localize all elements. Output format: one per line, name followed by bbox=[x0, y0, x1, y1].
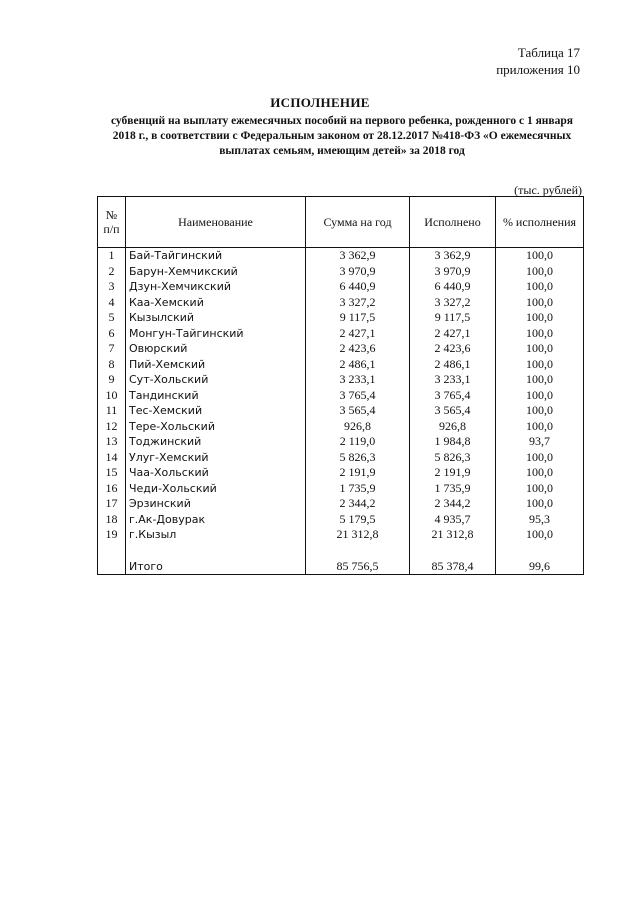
row-percent: 100,0 bbox=[496, 264, 584, 280]
row-plan: 2 119,0 bbox=[306, 434, 410, 450]
row-name: Тандинский bbox=[126, 388, 306, 404]
row-percent: 100,0 bbox=[496, 248, 584, 264]
table-row bbox=[98, 341, 584, 357]
row-done: 926,8 bbox=[410, 419, 496, 435]
row-name: Итого bbox=[126, 558, 306, 574]
row-done: 1 735,9 bbox=[410, 481, 496, 497]
appendix-number: приложения 10 bbox=[496, 62, 580, 77]
row-plan bbox=[306, 543, 410, 559]
table-row bbox=[98, 295, 584, 311]
row-plan: 3 765,4 bbox=[306, 388, 410, 404]
row-number: 17 bbox=[98, 496, 126, 512]
column-header-name: Наименование bbox=[126, 197, 306, 248]
row-name: Бай-Тайгинский bbox=[126, 248, 306, 264]
row-done: 9 117,5 bbox=[410, 310, 496, 326]
row-percent: 100,0 bbox=[496, 279, 584, 295]
row-number bbox=[98, 558, 126, 574]
row-plan: 2 486,1 bbox=[306, 357, 410, 373]
table-row bbox=[98, 481, 584, 497]
row-percent: 99,6 bbox=[496, 558, 584, 574]
unit-label: (тыс. рублей) bbox=[514, 183, 582, 197]
row-percent: 100,0 bbox=[496, 450, 584, 466]
row-done: 85 378,4 bbox=[410, 558, 496, 574]
row-done: 3 327,2 bbox=[410, 295, 496, 311]
row-name: Чеди-Хольский bbox=[126, 481, 306, 497]
row-done: 1 984,8 bbox=[410, 434, 496, 450]
row-done: 2 427,1 bbox=[410, 326, 496, 342]
row-plan: 5 179,5 bbox=[306, 512, 410, 528]
table-row bbox=[98, 450, 584, 466]
row-done: 2 191,9 bbox=[410, 465, 496, 481]
row-number: 8 bbox=[98, 357, 126, 373]
row-plan: 2 344,2 bbox=[306, 496, 410, 512]
row-plan: 3 233,1 bbox=[306, 372, 410, 388]
table-row bbox=[98, 326, 584, 342]
row-plan: 6 440,9 bbox=[306, 279, 410, 295]
row-name: Чаа-Хольский bbox=[126, 465, 306, 481]
row-name bbox=[126, 543, 306, 559]
table-total-row bbox=[98, 558, 584, 574]
table-row bbox=[98, 403, 584, 419]
document-title: ИСПОЛНЕНИЕ bbox=[270, 95, 370, 110]
row-percent: 100,0 bbox=[496, 295, 584, 311]
row-done: 6 440,9 bbox=[410, 279, 496, 295]
row-number: 14 bbox=[98, 450, 126, 466]
table-row bbox=[98, 465, 584, 481]
table-row bbox=[98, 388, 584, 404]
row-percent: 95,3 bbox=[496, 512, 584, 528]
table-row bbox=[98, 372, 584, 388]
row-percent: 100,0 bbox=[496, 419, 584, 435]
row-done: 2 486,1 bbox=[410, 357, 496, 373]
row-percent: 100,0 bbox=[496, 465, 584, 481]
table-row bbox=[98, 357, 584, 373]
row-plan: 21 312,8 bbox=[306, 527, 410, 543]
table-row bbox=[98, 279, 584, 295]
row-name: Барун-Хемчикский bbox=[126, 264, 306, 280]
table-row bbox=[98, 512, 584, 528]
row-name: Монгун-Тайгинский bbox=[126, 326, 306, 342]
row-number: 10 bbox=[98, 388, 126, 404]
table-spacer-row bbox=[98, 543, 584, 559]
row-percent: 100,0 bbox=[496, 527, 584, 543]
row-done: 3 970,9 bbox=[410, 264, 496, 280]
table-row bbox=[98, 419, 584, 435]
row-number: 6 bbox=[98, 326, 126, 342]
row-name: Пий-Хемский bbox=[126, 357, 306, 373]
row-number: 11 bbox=[98, 403, 126, 419]
execution-table bbox=[97, 196, 584, 575]
row-done bbox=[410, 543, 496, 559]
table-reference bbox=[496, 44, 580, 78]
row-done: 2 423,6 bbox=[410, 341, 496, 357]
row-plan: 3 565,4 bbox=[306, 403, 410, 419]
row-name: г.Кызыл bbox=[126, 527, 306, 543]
table-header-row bbox=[98, 197, 584, 248]
row-number: 5 bbox=[98, 310, 126, 326]
row-done: 3 362,9 bbox=[410, 248, 496, 264]
row-name: Тоджинский bbox=[126, 434, 306, 450]
row-number: 1 bbox=[98, 248, 126, 264]
row-plan: 2 423,6 bbox=[306, 341, 410, 357]
column-header-done: Исполнено bbox=[410, 197, 496, 248]
row-plan: 3 362,9 bbox=[306, 248, 410, 264]
row-name: Тере-Хольский bbox=[126, 419, 306, 435]
row-number: 19 bbox=[98, 527, 126, 543]
row-number: 12 bbox=[98, 419, 126, 435]
row-plan: 5 826,3 bbox=[306, 450, 410, 466]
row-name: Овюрский bbox=[126, 341, 306, 357]
row-percent: 100,0 bbox=[496, 357, 584, 373]
row-number: 7 bbox=[98, 341, 126, 357]
row-plan: 2 191,9 bbox=[306, 465, 410, 481]
column-header-percent: % исполнения bbox=[496, 197, 584, 248]
row-done: 3 233,1 bbox=[410, 372, 496, 388]
row-done: 2 344,2 bbox=[410, 496, 496, 512]
row-percent: 100,0 bbox=[496, 372, 584, 388]
row-plan: 1 735,9 bbox=[306, 481, 410, 497]
row-percent: 100,0 bbox=[496, 310, 584, 326]
row-plan: 85 756,5 bbox=[306, 558, 410, 574]
row-percent bbox=[496, 543, 584, 559]
table-row bbox=[98, 527, 584, 543]
column-header-plan: Сумма на год bbox=[306, 197, 410, 248]
row-name: Сут-Хольский bbox=[126, 372, 306, 388]
row-plan: 3 970,9 bbox=[306, 264, 410, 280]
row-done: 4 935,7 bbox=[410, 512, 496, 528]
row-done: 3 565,4 bbox=[410, 403, 496, 419]
row-plan: 3 327,2 bbox=[306, 295, 410, 311]
row-done: 21 312,8 bbox=[410, 527, 496, 543]
row-name: Улуг-Хемский bbox=[126, 450, 306, 466]
table-body bbox=[98, 248, 584, 575]
table-number: Таблица 17 bbox=[517, 45, 580, 60]
row-plan: 2 427,1 bbox=[306, 326, 410, 342]
table-row bbox=[98, 264, 584, 280]
document-subtitle: субвенций на выплату ежемесячных пособий на первого ребенка, рожденного с 1 января 2018 г., в соответствии с Федеральным законом от 28.12.2017 №418-ФЗ «О ежемесячных выплатах семьям, имеющим детей» за 2018 год bbox=[110, 115, 574, 157]
row-number: 3 bbox=[98, 279, 126, 295]
row-percent: 93,7 bbox=[496, 434, 584, 450]
row-done: 5 826,3 bbox=[410, 450, 496, 466]
column-header-number: № п/п bbox=[98, 197, 126, 248]
row-plan: 926,8 bbox=[306, 419, 410, 435]
row-number: 15 bbox=[98, 465, 126, 481]
row-percent: 100,0 bbox=[496, 403, 584, 419]
row-number: 16 bbox=[98, 481, 126, 497]
row-percent: 100,0 bbox=[496, 326, 584, 342]
row-percent: 100,0 bbox=[496, 341, 584, 357]
row-name: Дзун-Хемчикский bbox=[126, 279, 306, 295]
row-percent: 100,0 bbox=[496, 496, 584, 512]
row-number: 13 bbox=[98, 434, 126, 450]
row-name: Каа-Хемский bbox=[126, 295, 306, 311]
row-name: Эрзинский bbox=[126, 496, 306, 512]
row-name: г.Ак-Довурак bbox=[126, 512, 306, 528]
table-row bbox=[98, 248, 584, 264]
row-number: 2 bbox=[98, 264, 126, 280]
row-number: 18 bbox=[98, 512, 126, 528]
row-name: Тес-Хемский bbox=[126, 403, 306, 419]
row-number bbox=[98, 543, 126, 559]
row-plan: 9 117,5 bbox=[306, 310, 410, 326]
table-row bbox=[98, 310, 584, 326]
table-row bbox=[98, 496, 584, 512]
row-done: 3 765,4 bbox=[410, 388, 496, 404]
table-row bbox=[98, 434, 584, 450]
row-name: Кызылский bbox=[126, 310, 306, 326]
row-number: 4 bbox=[98, 295, 126, 311]
row-percent: 100,0 bbox=[496, 481, 584, 497]
row-percent: 100,0 bbox=[496, 388, 584, 404]
row-number: 9 bbox=[98, 372, 126, 388]
